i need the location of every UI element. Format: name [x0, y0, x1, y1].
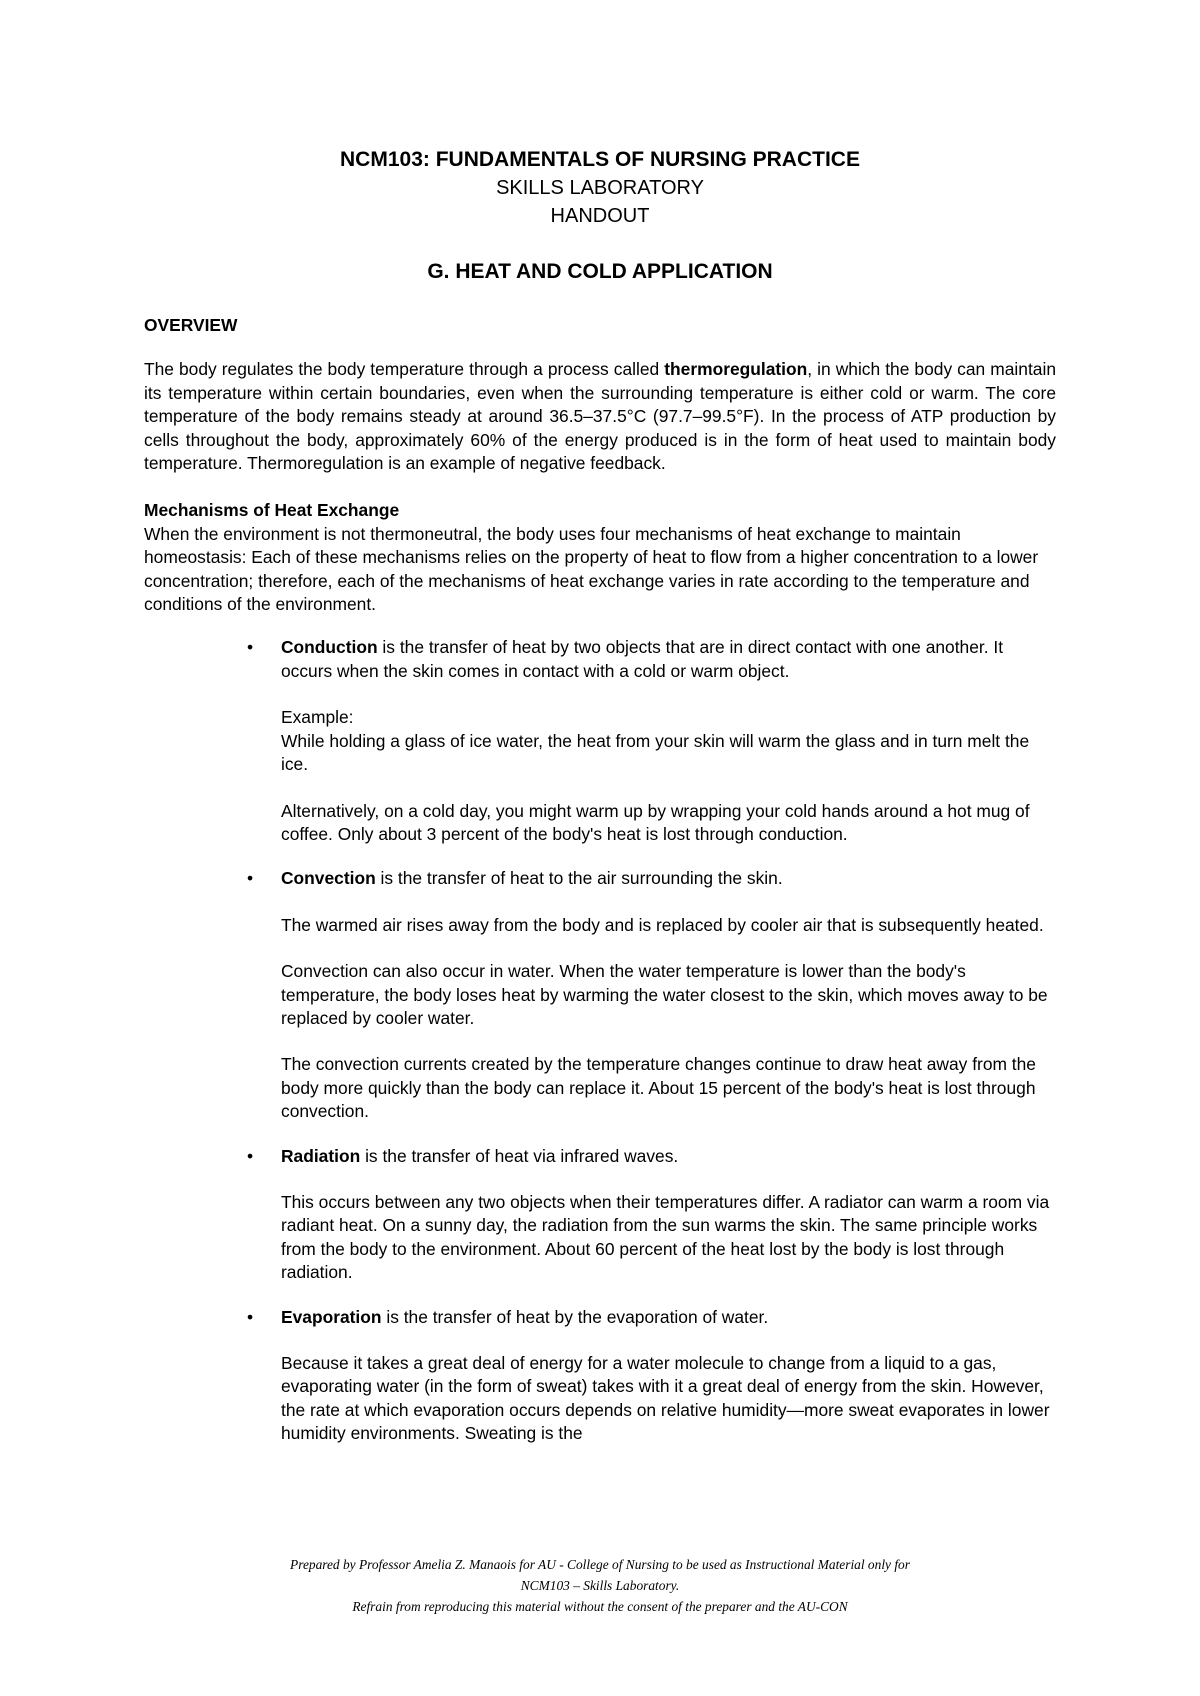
convection-paragraph-2: Convection can also occur in water. When the water temperature is lower than the body's temperature, the body loses heat by warming the water closest to the skin, which moves away to be replaced by cooler water. — [281, 961, 1048, 1028]
subtitle-handout: HANDOUT — [550, 205, 650, 227]
topic-title: G. HEAT AND COLD APPLICATION — [427, 260, 773, 283]
list-item-convection — [144, 867, 1056, 1123]
conduction-definition — [281, 636, 1056, 683]
evaporation-paragraph-1: Because it takes a great deal of energy for a water molecule to change from a liquid to a gas, evaporating water (in the form of sweat) takes with it a great deal of energy from the skin. However, the rate at which evaporation occurs depends on relative humidity—more sweat evaporates in lower humidity environments. Sweating is the — [281, 1353, 1050, 1444]
course-title: NCM103: FUNDAMENTALS OF NURSING PRACTICE — [340, 148, 860, 171]
overview-paragraph — [144, 358, 1056, 475]
main-content — [144, 314, 1056, 1467]
convection-paragraph-3: The convection currents created by the temperature changes continue to draw heat away from the body more quickly than the body can replace it. About 15 percent of the body's heat is lost through convection. — [281, 1054, 1036, 1122]
mechanisms-list — [144, 636, 1056, 1445]
page-footer — [0, 1554, 1200, 1617]
example-label: Example: — [281, 707, 354, 728]
thermoregulation-term: thermoregulation — [664, 359, 808, 380]
definition-text: is the transfer of heat via infrared waves. — [360, 1145, 679, 1166]
overview-text-before: The body regulates the body temperature through a process called — [144, 359, 665, 380]
evaporation-definition — [281, 1306, 1056, 1329]
mechanisms-heading: Mechanisms of Heat Exchange — [144, 500, 400, 521]
conduction-paragraph-2: Alternatively, on a cold day, you might warm up by wrapping your cold hands around a hot mug of coffee. Only about 3 percent of the body's heat is lost through conduction. — [281, 800, 1030, 844]
bullet-icon: • — [247, 1145, 254, 1166]
definition-text: is the transfer of heat by two objects that are in direct contact with one another. It occurs when the skin comes in contact with a cold or warm object. — [281, 637, 1004, 681]
radiation-paragraph-1: This occurs between any two objects when their temperatures differ. A radiator can warm a room via radiant heat. On a sunny day, the radiation from the sun warms the skin. The same principle works from the body to the environment. About 60 percent of the heat lost by the body is lost through radiation. — [281, 1191, 1050, 1283]
bullet-icon: • — [247, 1306, 254, 1327]
definition-text: is the transfer of heat to the air surrounding the skin. — [375, 868, 783, 889]
subtitle-skills-lab: SKILLS LABORATORY — [496, 177, 704, 199]
footer-line-3: Refrain from reproducing this material without the consent of the preparer and the AU-CON — [352, 1599, 848, 1614]
term-conduction: Conduction — [281, 637, 378, 658]
example-text: While holding a glass of ice water, the heat from your skin will warm the glass and in turn melt the ice. — [281, 730, 1030, 775]
term-radiation: Radiation — [281, 1145, 361, 1166]
list-item-radiation — [144, 1145, 1056, 1285]
overview-text-after: , in which the body can maintain its temperature within certain boundaries, even when the surrounding temperature is either cold or warm. The core temperature of the body remains steady at around 36.5–37.5°C (97.7–99.5°F). In the process of ATP production by cells throughout the body, approximately 60% of the energy produced is in the form of heat used to maintain body temperature. Thermoregulation is an example of negative feedback. — [144, 359, 1056, 474]
list-item-conduction — [144, 636, 1056, 846]
definition-text: is the transfer of heat by the evaporation of water. — [381, 1306, 769, 1327]
mechanisms-intro: When the environment is not thermoneutral, the body uses four mechanisms of heat exchange to maintain homeostasis: Each of these mechanisms relies on the property of heat to flow from a higher concentration to a lower concentration; therefore, each of the mechanisms of heat exchange varies in rate according to the temperature and conditions of the environment. — [144, 523, 1039, 615]
footer-line-1: Prepared by Professor Amelia Z. Manaois for AU - College of Nursing to be used as Instructional Material only for — [290, 1557, 910, 1572]
term-convection: Convection — [281, 868, 376, 889]
term-evaporation: Evaporation — [281, 1306, 382, 1327]
radiation-definition — [281, 1145, 1056, 1168]
bullet-icon: • — [247, 868, 254, 889]
convection-definition — [281, 867, 1056, 890]
footer-line-2: NCM103 – Skills Laboratory. — [520, 1578, 680, 1593]
convection-paragraph-1: The warmed air rises away from the body and is replaced by cooler air that is subsequently heated. — [281, 914, 1044, 935]
bullet-icon: • — [247, 637, 254, 658]
overview-heading: OVERVIEW — [144, 315, 238, 335]
conduction-example — [281, 706, 1056, 776]
list-item-evaporation — [144, 1306, 1056, 1446]
